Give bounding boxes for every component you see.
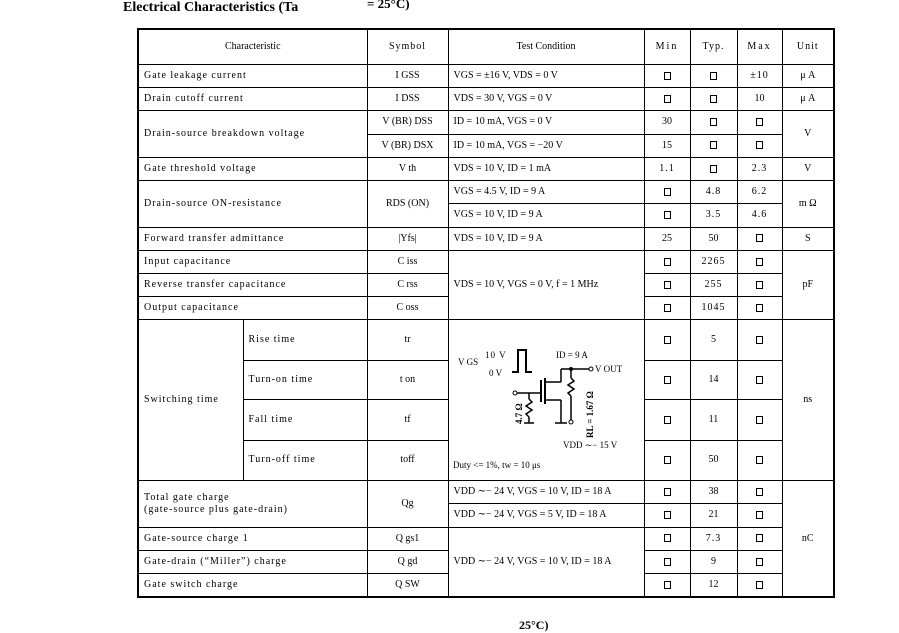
pulse-waveform — [512, 350, 532, 372]
table-row — [138, 527, 834, 550]
row-min: 1.1 — [644, 157, 690, 180]
row-label: Output capacitance — [138, 297, 367, 320]
rg-resistor — [526, 399, 532, 417]
empty-typ — [690, 111, 737, 134]
empty-max — [737, 297, 782, 320]
empty-max — [737, 360, 782, 399]
section-title: Electrical Characteristics (Ta — [123, 0, 299, 15]
row-max: 4.6 — [737, 204, 782, 227]
row-label-line2: (gate-source plus gate-drain) — [144, 503, 288, 515]
duty-label: Duty <= 1%, tw = 10 μs — [452, 460, 540, 471]
empty-max — [737, 440, 782, 480]
empty-max — [737, 527, 782, 550]
row-unit: pF — [782, 250, 834, 320]
row-typ: 50 — [690, 227, 737, 250]
row-symbol: I GSS — [367, 64, 448, 87]
row-unit: m Ω — [782, 181, 834, 227]
empty-min — [644, 181, 690, 204]
row-typ: 50 — [690, 440, 737, 480]
row-label: Gate-source charge 1 — [138, 527, 367, 550]
empty-min — [644, 297, 690, 320]
row-label: Reverse transfer capacitance — [138, 273, 367, 296]
row-typ: 7.3 — [690, 527, 737, 550]
row-typ: 3.5 — [690, 204, 737, 227]
empty-max — [737, 250, 782, 273]
row-condition: VGS = ±16 V, VDS = 0 V — [448, 64, 644, 87]
header-row — [138, 29, 834, 64]
footnote-fragment: 25°C) — [519, 618, 549, 632]
empty-min — [644, 400, 690, 440]
empty-max — [737, 481, 782, 504]
table-row — [138, 481, 834, 504]
row-symbol: Qg — [367, 481, 448, 527]
row-symbol: RDS (ON) — [367, 181, 448, 227]
empty-max — [737, 504, 782, 527]
row-max: 10 — [737, 88, 782, 111]
row-min: 15 — [644, 134, 690, 157]
row-condition: VDS = 10 V, ID = 1 mA — [448, 157, 644, 180]
empty-typ — [690, 88, 737, 111]
rg-label: 4.7 Ω — [513, 403, 524, 425]
vdd-label: VDD ∼− 15 V — [562, 440, 617, 451]
row-symbol: tr — [367, 320, 448, 360]
row-label: Forward transfer admittance — [138, 227, 367, 250]
empty-min — [644, 250, 690, 273]
empty-min — [644, 360, 690, 399]
header-characteristic: Characteristic — [138, 29, 367, 64]
empty-max — [737, 320, 782, 360]
table-row — [138, 111, 834, 134]
rl-resistor — [568, 378, 574, 396]
row-label: Gate-drain (“Miller”) charge — [138, 550, 367, 573]
sub-label: Fall time — [243, 400, 367, 440]
row-symbol: toff — [367, 440, 448, 480]
empty-min — [644, 88, 690, 111]
table-row — [138, 88, 834, 111]
row-condition: ID = 10 mA, VGS = 0 V — [448, 111, 644, 134]
vdd-terminal — [569, 420, 573, 424]
row-unit: V — [782, 111, 834, 157]
electrical-characteristics-table — [137, 28, 835, 598]
row-label: Gate switch charge — [138, 574, 367, 597]
row-condition: VDS = 30 V, VGS = 0 V — [448, 88, 644, 111]
row-max: ±10 — [737, 64, 782, 87]
empty-min — [644, 574, 690, 597]
row-typ: 12 — [690, 574, 737, 597]
v-low-label: 0 V — [488, 368, 502, 379]
empty-max — [737, 134, 782, 157]
rl-label: RL = 1.67 Ω — [584, 391, 595, 439]
row-symbol: V (BR) DSS — [367, 111, 448, 134]
sub-label: Turn-on time — [243, 360, 367, 399]
vout-terminal — [589, 367, 593, 371]
table-row — [138, 227, 834, 250]
row-unit: nC — [782, 481, 834, 597]
table-row — [138, 181, 834, 204]
switching-circuit-diagram — [449, 320, 644, 476]
table-row — [138, 64, 834, 87]
row-label: Drain-source breakdown voltage — [138, 111, 367, 157]
row-label: Switching time — [138, 320, 243, 481]
empty-max — [737, 550, 782, 573]
row-symbol: C iss — [367, 250, 448, 273]
empty-min — [644, 527, 690, 550]
row-typ: 5 — [690, 320, 737, 360]
row-max: 2.3 — [737, 157, 782, 180]
empty-min — [644, 204, 690, 227]
empty-max — [737, 574, 782, 597]
empty-min — [644, 550, 690, 573]
header-max: Max — [737, 29, 782, 64]
empty-min — [644, 481, 690, 504]
row-typ: 4.8 — [690, 181, 737, 204]
empty-max — [737, 111, 782, 134]
row-typ: 21 — [690, 504, 737, 527]
header-min: Min — [644, 29, 690, 64]
row-typ: 38 — [690, 481, 737, 504]
section-title-condition: = 25°C) — [367, 0, 410, 11]
sub-label: Turn-off time — [243, 440, 367, 480]
row-label: Input capacitance — [138, 250, 367, 273]
empty-max — [737, 227, 782, 250]
vout-label: V OUT — [594, 364, 622, 375]
empty-typ — [690, 134, 737, 157]
header-unit: Unit — [782, 29, 834, 64]
row-typ: 9 — [690, 550, 737, 573]
row-symbol: C rss — [367, 273, 448, 296]
row-unit: μ A — [782, 88, 834, 111]
row-unit: V — [782, 157, 834, 180]
empty-typ — [690, 157, 737, 180]
empty-min — [644, 320, 690, 360]
row-typ: 2265 — [690, 250, 737, 273]
row-symbol: Q gd — [367, 550, 448, 573]
row-unit: μ A — [782, 64, 834, 87]
row-symbol: Q SW — [367, 574, 448, 597]
empty-min — [644, 273, 690, 296]
table-row — [138, 157, 834, 180]
row-typ: 255 — [690, 273, 737, 296]
row-typ: 14 — [690, 360, 737, 399]
input-terminal — [513, 391, 517, 395]
row-label: Drain-source ON-resistance — [138, 181, 367, 227]
row-typ: 11 — [690, 400, 737, 440]
empty-max — [737, 400, 782, 440]
row-condition: ID = 10 mA, VGS = −20 V — [448, 134, 644, 157]
row-symbol: tf — [367, 400, 448, 440]
row-symbol: |Yfs| — [367, 227, 448, 250]
row-symbol: V (BR) DSX — [367, 134, 448, 157]
row-symbol: C oss — [367, 297, 448, 320]
empty-min — [644, 440, 690, 480]
row-unit: ns — [782, 320, 834, 481]
empty-min — [644, 504, 690, 527]
row-label: Drain cutoff current — [138, 88, 367, 111]
row-symbol: I DSS — [367, 88, 448, 111]
row-condition: VDD ∼− 24 V, VGS = 5 V, ID = 18 A — [448, 504, 644, 527]
v-high-label: 10 V — [484, 350, 507, 361]
row-condition: VGS = 10 V, ID = 9 A — [448, 204, 644, 227]
row-symbol: Q gs1 — [367, 527, 448, 550]
row-label: Gate leakage current — [138, 64, 367, 87]
row-condition: VDD ∼− 24 V, VGS = 10 V, ID = 18 A — [448, 527, 644, 597]
row-condition: VGS = 4.5 V, ID = 9 A — [448, 181, 644, 204]
row-symbol: t on — [367, 360, 448, 399]
header-typ: Typ. — [690, 29, 737, 64]
row-condition: VDS = 10 V, ID = 9 A — [448, 227, 644, 250]
row-max: 6.2 — [737, 181, 782, 204]
sub-label: Rise time — [243, 320, 367, 360]
id-label: ID = 9 A — [555, 350, 588, 361]
vgs-label: V GS — [457, 357, 478, 368]
header-test-condition: Test Condition — [448, 29, 644, 64]
row-label-line1: Total gate charge — [144, 491, 230, 503]
row-unit: S — [782, 227, 834, 250]
empty-max — [737, 273, 782, 296]
row-typ: 1045 — [690, 297, 737, 320]
row-min: 30 — [644, 111, 690, 134]
empty-min — [644, 64, 690, 87]
row-symbol: V th — [367, 157, 448, 180]
row-label: Gate threshold voltage — [138, 157, 367, 180]
table-row — [138, 250, 834, 273]
row-label — [138, 481, 367, 527]
table-row — [138, 320, 834, 360]
row-min: 25 — [644, 227, 690, 250]
header-symbol: Symbol — [367, 29, 448, 64]
row-condition: VDD ∼− 24 V, VGS = 10 V, ID = 18 A — [448, 481, 644, 504]
row-condition: VDS = 10 V, VGS = 0 V, f = 1 MHz — [448, 250, 644, 320]
empty-typ — [690, 64, 737, 87]
switching-test-circuit — [448, 320, 644, 481]
